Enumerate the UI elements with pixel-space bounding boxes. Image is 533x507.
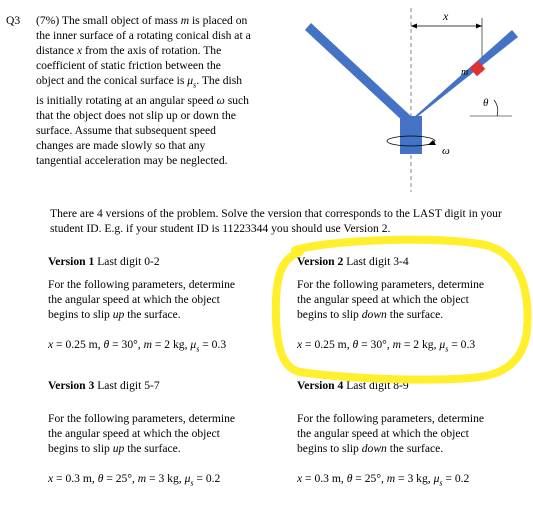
version-2-body-line-1: For the following parameters, determine xyxy=(297,278,485,291)
question-line-4: coefficient of static friction between the xyxy=(36,59,221,73)
version-3-body-line-3: begins to slip up the surface. xyxy=(48,442,181,455)
version-4-body-line-3: begins to slip down the surface. xyxy=(297,442,444,455)
question-line-1: (7%) The small object of mass m is placed on xyxy=(36,14,248,27)
versions-intro: There are 4 versions of the problem. Solve the version that corresponds to the LAST digit in your student ID. E.g. if your student ID is 11223344 you should use Version 2. xyxy=(50,207,502,235)
theta-arc xyxy=(494,100,498,116)
version-2-params: x = 0.25 m, θ = 30°, m = 2 kg, $\mu_s = 0.3$ xyxy=(297,338,476,354)
version-4-body-line-1: For the following parameters, determine xyxy=(297,412,485,425)
question-line-7: that the object does not slip up or down the xyxy=(36,108,236,122)
version-3-body-line-1: For the following parameters, determine xyxy=(48,412,236,425)
theta-label: θ xyxy=(483,97,489,109)
question-number: Q3 xyxy=(6,14,21,27)
version-4-heading xyxy=(297,378,527,393)
version-2-heading xyxy=(297,254,527,269)
version-2-digits: Last digit 3-4 xyxy=(346,255,409,268)
version-2-body-line-3: begins to slip down the surface. xyxy=(297,308,444,321)
x-label: x xyxy=(443,9,449,23)
version-1-body-line-1: For the following parameters, determine xyxy=(48,278,236,291)
version-3-body xyxy=(48,411,278,456)
question-line-6: is initially rotating at an angular speed ω such xyxy=(36,93,249,107)
version-4-digits: Last digit 8-9 xyxy=(346,379,409,392)
question-marks: (7%) xyxy=(36,14,60,27)
version-1 xyxy=(48,254,278,356)
version-3-digits: Last digit 5-7 xyxy=(97,379,160,392)
question-line-10: tangential acceleration may be neglected. xyxy=(36,154,228,168)
conical-dish-figure xyxy=(300,0,533,195)
version-1-params: x = 0.25 m, θ = 30°, m = 2 kg, $\mu_s = 0.3$ xyxy=(48,338,227,354)
version-4-params: x = 0.3 m, θ = 25°, m = 3 kg, $\mu_s = 0.2$ xyxy=(297,472,470,488)
version-1-title: Version 1 xyxy=(48,255,95,268)
question-line-5: object and the conical surface is $\mu_s$. The dish xyxy=(36,74,243,90)
version-4-title: Version 4 xyxy=(297,379,344,392)
version-3 xyxy=(48,378,278,490)
version-4-body-line-2: the angular speed at which the object xyxy=(297,427,469,440)
version-3-params: x = 0.3 m, θ = 25°, m = 3 kg, $\mu_s = 0.2$ xyxy=(48,472,221,488)
dish-left-arm xyxy=(305,23,413,125)
version-2-body xyxy=(297,277,527,322)
question-line-3: distance x from the axis of rotation. The xyxy=(36,44,222,58)
version-3-heading xyxy=(48,378,278,393)
version-3-title: Version 3 xyxy=(48,379,95,392)
question-line-8: surface. Assume that subsequent speed xyxy=(36,123,216,137)
version-2-body-line-2: the angular speed at which the object xyxy=(297,293,469,306)
version-3-body-line-2: the angular speed at which the object xyxy=(48,427,220,440)
version-4-body xyxy=(297,411,527,456)
question-line-2: the inner surface of a rotating conical dish at a xyxy=(36,29,251,43)
omega-label: ω xyxy=(442,145,450,157)
version-2-title: Version 2 xyxy=(297,255,344,268)
version-1-body-line-2: the angular speed at which the object xyxy=(48,293,220,306)
version-1-digits: Last digit 0-2 xyxy=(97,255,160,268)
question-text xyxy=(36,13,276,168)
version-1-body-line-3: begins to slip up the surface. xyxy=(48,308,181,321)
version-1-body xyxy=(48,277,278,322)
question-line-9: changes are made slowly so that any xyxy=(36,139,206,153)
x-arrow-right xyxy=(476,24,482,29)
x-arrow-left xyxy=(411,24,417,29)
version-2 xyxy=(297,254,527,356)
version-4 xyxy=(297,378,527,490)
dish-stem xyxy=(400,116,422,154)
version-1-heading xyxy=(48,254,278,269)
m-label: m xyxy=(461,67,469,78)
